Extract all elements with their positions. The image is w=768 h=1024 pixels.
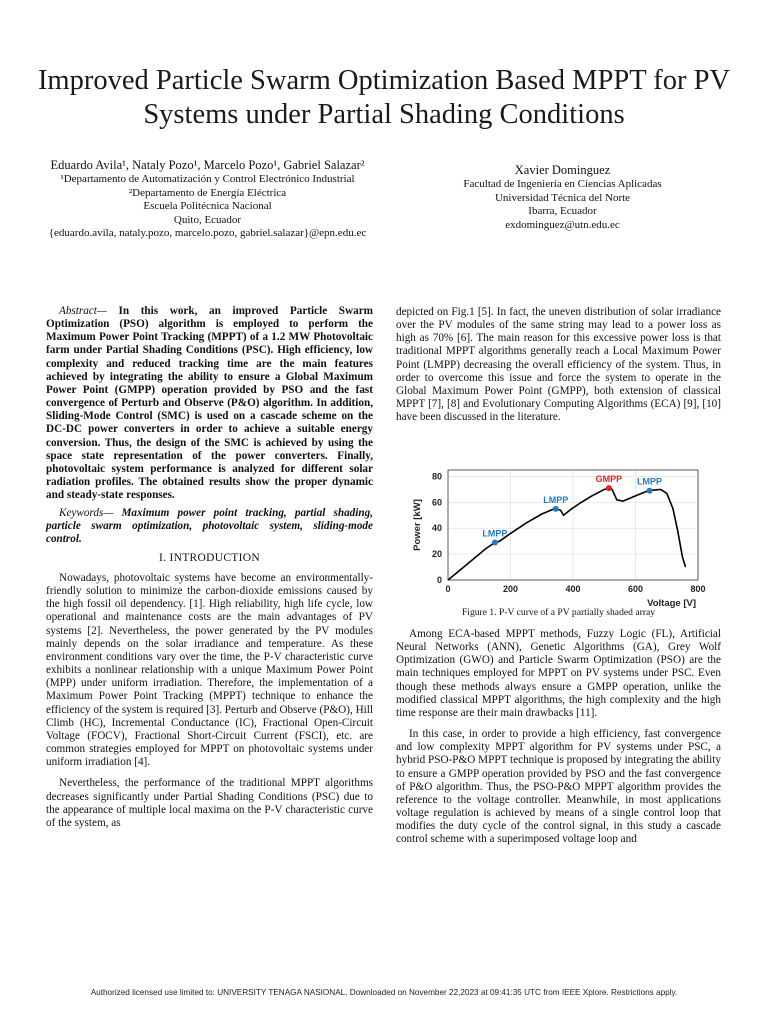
figure-caption: Figure 1. P-V curve of a PV partially shaded array: [461, 607, 656, 618]
right-column-bottom: [396, 628, 721, 847]
mpp-label: LMPP: [543, 494, 569, 505]
mpp-marker: [606, 485, 612, 491]
author-block-left: [40, 158, 375, 241]
paper-title: Improved Particle Swarm Optimization Based MPPT for PV Systems under Partial Shading Conditions: [37, 65, 731, 130]
section-heading: I. INTRODUCTION: [159, 552, 260, 564]
mpp-label: GMPP: [595, 474, 623, 485]
x-tick-label: 600: [627, 584, 644, 594]
y-tick-label: 80: [431, 471, 442, 482]
author-emails: {eduardo.avila, nataly.pozo, marcelo.pozo, gabriel.salazar}@epn.edu.ec: [48, 227, 367, 239]
download-footer: Authorized licensed use limited to: UNIVERSITY TENAGA NASIONAL. Downloaded on November 22,2023 at 09:41:35 UTC from IEEE Xplore. Restrictions apply.: [90, 988, 678, 997]
affiliation-line: Ibarra, Ecuador: [528, 205, 597, 217]
keywords-text: Maximum power point tracking, partial shading, particle swarm optimization, photovoltaic system, sliding-mode control.: [46, 507, 373, 546]
abstract-text: In this work, an improved Particle Swarm Optimization (PSO) algorithm is employed to perform the Maximum Power Point Tracking (MPPT) of a 1.2 MW Photovoltaic farm under Partial Shading Conditions (PSC). High efficiency, low complexity and reduced tracking time are the main features achieved by integrating the ability to ensure a Global Maximum Power Point (GMPP) operation provided by PSO and the fast convergence of Perturb and Observe (P&O) algorithm. In addition, Sliding-Mode Control (SMC) is used on a cascade scheme on the DC-DC power converters in order to achieve a suitable energy conversion. Thus, the design of the SMC is achieved by using the space state representation of the power converters. Finally, photovoltaic system performance is analyzed for different solar radiation profiles. The obtained results show the proper dynamic and steady-state responses.: [46, 305, 373, 502]
y-axis-label: Power [kW]: [412, 499, 423, 551]
keywords: [46, 507, 373, 546]
paragraph: Nevertheless, the performance of the traditional MPPT algorithms decreases significantly under Partial Shading Conditions (PSC) due to the appearance of multiple local maxima on the P-V characteristic curve of the system, as: [46, 777, 373, 829]
y-tick-label: 20: [431, 549, 442, 560]
abstract: [46, 305, 373, 502]
mpp-label: LMPP: [482, 528, 508, 539]
introduction-body: [46, 572, 373, 830]
right-column-top: [396, 306, 721, 424]
paragraph: Nowadays, photovoltaic systems have become an environmentally-friendly solution to minimize the carbon-dioxide emissions caused by the high fossil oil dependency. [1]. High reliability, high life cycle, low operational and maintenance costs are the main advantages of PV systems [2]. Nevertheless, the power generated by the PV modules mainly depends on the solar irradiance and temperature. As these environment conditions vary over the time, the P-V characteristic curve exhibits a nonlinear relationship with a unique Maximum Power Point (MPP) under uniform irradiation. Therefore, the implementation of a Maximum Power Point Tracking (MPPT) technique to enhance the efficiency of the system is required [3]. Perturb and Observe (P&O), Hill Climb (HC), Incremental Conductance (IC), Fractional Open-Circuit Voltage (FOCV), Fractional Short-Circuit Current (FSCI), etc. are common strategies employed for MPPT on photovoltaic systems under uniform irradiation [4].: [46, 572, 373, 769]
y-tick-label: 0: [436, 575, 442, 585]
affiliation-line: Facultad de Ingeniería en Ciencias Aplicadas: [463, 178, 662, 190]
author-block-right: [400, 163, 725, 232]
author-names: Xavier Dominguez: [514, 163, 611, 177]
pv-curve-chart: [408, 462, 708, 610]
x-axis-label: Voltage [V]: [647, 598, 696, 609]
y-tick-label: 60: [431, 497, 442, 508]
x-tick-label: 800: [690, 584, 706, 594]
affiliation-line: Escuela Politécnica Nacional: [143, 200, 272, 212]
author-email: exdominguez@utn.edu.ec: [505, 218, 620, 231]
affiliation-line: ²Departamento de Energía Eléctrica: [128, 186, 287, 199]
paragraph: depicted on Fig.1 [5]. In fact, the uneven distribution of solar irradiance over the PV modules of the same string may lead to a power loss as high as 70% [6]. The main reason for this excessive power loss is that traditional MPPT algorithms generally reach a Local Maximum Power Point (LMPP) decreasing the overall efficiency of the system. Thus, in order to overcome this issue and force the system to operate in the Global Maximum Power Point (GMPP), both extension of classical MPPT [7], [8] and Evolutionary Computing Algorithms (ECA) [9], [10] have been discussed in the literature.: [396, 306, 721, 424]
x-tick-label: 0: [445, 584, 451, 594]
mpp-label: LMPP: [637, 476, 663, 487]
mpp-marker: [492, 539, 498, 545]
paragraph: Among ECA-based MPPT methods, Fuzzy Logic (FL), Artificial Neural Networks (ANN), Genetic Algorithms (GA), Grey Wolf Optimization (GWO) and Particle Swarm Optimization (PSO) are the main techniques employed for MPPT on PV systems under PSC. Even though these methods always ensure a GMPP operation, unlike the modified classical MPPT algorithms, the high complexity and the high time response are their main drawbacks [11].: [396, 628, 721, 719]
x-tick-label: 200: [502, 584, 519, 594]
mpp-marker: [647, 488, 653, 494]
x-tick-label: 400: [565, 584, 581, 594]
author-names: Eduardo Avila¹, Nataly Pozo¹, Marcelo Pozo¹, Gabriel Salazar²: [50, 158, 365, 172]
keywords-label: Keywords—: [59, 507, 114, 519]
mpp-marker: [553, 506, 559, 512]
affiliation-line: Universidad Técnica del Norte: [494, 191, 631, 204]
affiliation-line: Quito, Ecuador: [173, 213, 242, 226]
y-tick-label: 40: [431, 523, 442, 534]
affiliation-line: ¹Departamento de Automatización y Control Electrónico Industrial: [60, 173, 355, 185]
paragraph: In this case, in order to provide a high efficiency, fast convergence and low complexity MPPT algorithm for PV systems under PSC, a hybrid PSO-P&O MPPT technique is proposed by integrating the ability to ensure a GMPP operation provided by PSO and the fast convergence of P&O algorithm. Thus, the PSO-P&O MPPT algorithm provides the reference to the voltage controller. Meanwhile, in most applications voltage regulation is achieved by means of a single control loop that modifies the duty cycle of the control signal, in this study a cascade control scheme with a superimposed voltage loop and: [396, 728, 721, 846]
abstract-label: Abstract—: [59, 305, 107, 317]
